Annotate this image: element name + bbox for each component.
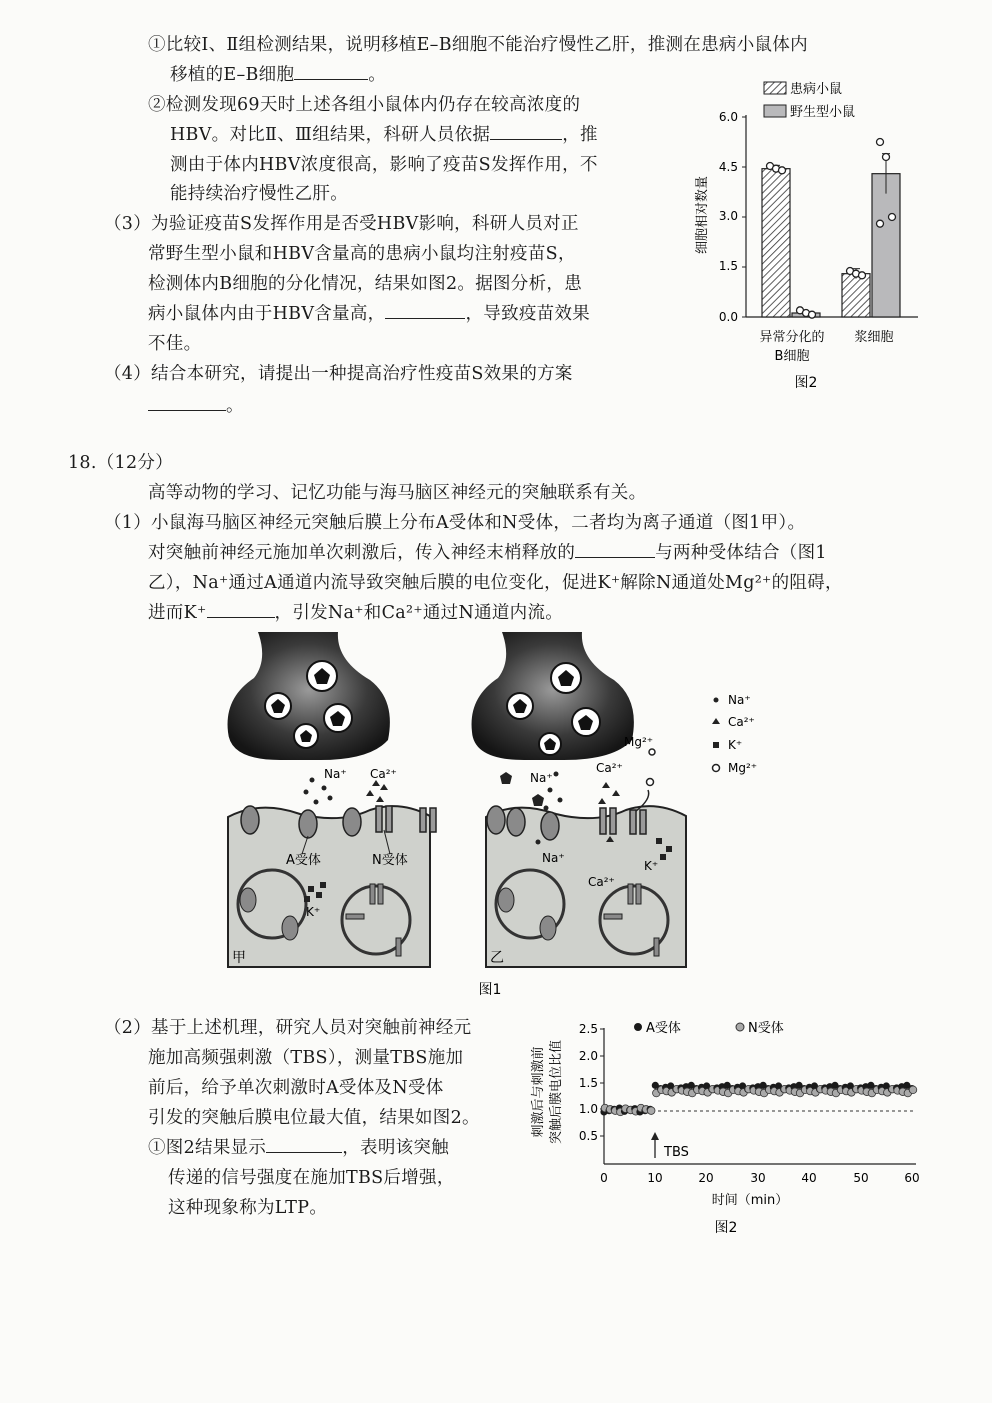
label-n-receptor: N受体: [372, 853, 408, 868]
answer-blank[interactable]: [385, 301, 465, 320]
label-k: K⁺: [306, 905, 321, 919]
label-ca: Ca²⁺: [588, 875, 615, 889]
data-point: [877, 139, 884, 146]
x-category-label-2: 浆细胞: [854, 330, 894, 345]
q18-p2-line7: 这种现象称为LTP。: [168, 1198, 328, 1218]
y-ticks: [719, 110, 746, 324]
y-axis-label-2: 突触后膜电位比值: [549, 1039, 564, 1145]
q18-p1-line1: （1）小鼠海马脑区神经元突触后膜上分布A受体和N受体，二者均为离子通道（图1甲）。: [104, 513, 806, 533]
q17-p2-2-line1: ②检测发现69天时上述各组小鼠体内仍存在较高浓度的: [148, 95, 581, 115]
legend-label-wildtype: 野生型小鼠: [790, 105, 856, 120]
label-na: Na⁺: [324, 767, 347, 781]
q18-p1-line4: 进而K⁺ ，引发Na⁺和Ca²⁺通过N通道内流。: [148, 599, 563, 624]
q17-p3-line4: 病小鼠体内由于HBV含量高， ，导致疫苗效果: [148, 300, 590, 325]
q18-p1-line3: 乙），Na⁺通过A通道内流导致突触后膜的电位变化，促进K⁺解除N通道处Mg²⁺的阻碍，: [148, 573, 843, 593]
x-category-label-1b: B细胞: [774, 349, 810, 364]
label-ca: Ca²⁺: [596, 761, 623, 775]
chart-caption: 图2: [794, 375, 818, 391]
x-tick-label: 50: [853, 1171, 869, 1185]
data-point: [859, 272, 866, 279]
legend-swatch-disease: [764, 82, 786, 94]
legend-a-receptor: A受体: [646, 1021, 681, 1036]
data-point: [809, 311, 816, 318]
x-tick-label: 60: [904, 1171, 920, 1185]
legend-label-disease: 患病小鼠: [790, 82, 843, 97]
legend-k: K⁺: [728, 738, 743, 752]
point-n-receptor: [909, 1086, 917, 1094]
y-tick-label: 1.5: [578, 1076, 598, 1090]
y-tick-label: 0.0: [718, 310, 738, 324]
tbs-annotation: TBS: [664, 1145, 689, 1160]
label-mg: Mg²⁺: [624, 735, 654, 749]
label-na: Na⁺: [542, 851, 565, 865]
legend-swatch-wildtype: [764, 105, 786, 117]
y-ticks: [579, 1022, 604, 1143]
panel-label-yi: 乙: [490, 950, 504, 966]
x-tick-label: 20: [698, 1171, 714, 1185]
bar: [762, 169, 790, 317]
label-na: Na⁺: [530, 771, 553, 785]
q17-p4-line2: 。: [148, 392, 244, 417]
answer-blank[interactable]: [266, 1135, 342, 1154]
x-tick-label: 0: [600, 1171, 608, 1185]
panel-yi: [472, 632, 686, 967]
q18-p2-line6: 传递的信号强度在施加TBS后增强，: [168, 1168, 455, 1188]
answer-blank[interactable]: [148, 393, 226, 412]
q18-p2-line2: 施加高频强刺激（TBS），测量TBS施加: [148, 1048, 464, 1068]
q17-p3-line2: 常野生型小鼠和HBV含量高的患病小鼠均注射疫苗S，: [148, 244, 576, 264]
q18-header: 18.（12分）: [68, 453, 173, 473]
q17-p2-2-line2: HBV。对比Ⅱ、Ⅲ组结果，科研人员依据 ，推: [170, 121, 598, 146]
q17-p2-1-line2: 移植的E–B细胞 。: [170, 61, 386, 86]
data-point: [889, 214, 896, 221]
legend-na: Na⁺: [728, 693, 751, 707]
figure-caption: 图1: [478, 982, 502, 998]
answer-blank[interactable]: [207, 600, 275, 619]
point-n-receptor: [647, 1107, 655, 1115]
y-tick-label: 2.0: [578, 1049, 598, 1063]
x-ticks: [600, 1171, 919, 1185]
x-tick-label: 30: [750, 1171, 766, 1185]
chart-caption: 图2: [714, 1220, 738, 1236]
x-tick-label: 10: [647, 1171, 663, 1185]
y-axis-label-1: 刺激后与刺激前: [531, 1046, 546, 1138]
legend-mg: Mg²⁺: [728, 761, 758, 775]
q17-p4-line1: （4）结合本研究，请提出一种提高治疗性疫苗S效果的方案: [104, 364, 573, 384]
y-tick-label: 1.0: [578, 1102, 598, 1116]
answer-blank[interactable]: [490, 122, 562, 141]
q17-p3-line5: 不佳。: [148, 334, 202, 354]
q17-p2-1-line1: ①比较Ⅰ、Ⅱ组检测结果，说明移植E–B细胞不能治疗慢性乙肝，推测在患病小鼠体内: [148, 35, 808, 55]
legend-ca: Ca²⁺: [728, 715, 755, 729]
answer-blank[interactable]: [575, 540, 655, 559]
bar-chart-b-cells: [682, 75, 922, 395]
data-point: [877, 220, 884, 227]
ltp-chart: [520, 1010, 940, 1250]
panel-jia: [228, 632, 436, 967]
synapse-diagram: [220, 632, 800, 1002]
answer-blank[interactable]: [294, 62, 368, 81]
fig1-legend: [712, 693, 757, 775]
bar: [872, 174, 900, 317]
q17-p2-2-line3: 测由于体内HBV浓度很高，影响了疫苗S发挥作用，不: [170, 155, 598, 175]
label-k: K⁺: [644, 859, 659, 873]
x-axis-label: 时间（min）: [711, 1193, 789, 1208]
q17-p3-line1: （3）为验证疫苗S发挥作用是否受HBV影响，科研人员对正: [104, 214, 579, 234]
data-point: [883, 154, 890, 161]
x-category-label-1a: 异常分化的: [759, 330, 825, 345]
y-tick-label: 6.0: [718, 110, 738, 124]
y-tick-label: 2.5: [578, 1022, 598, 1036]
label-a-receptor: A受体: [286, 853, 321, 868]
legend-n-receptor: N受体: [748, 1021, 784, 1036]
y-tick-label: 4.5: [718, 160, 738, 174]
y-tick-label: 1.5: [718, 259, 738, 273]
q17-p3-line3: 检测体内B细胞的分化情况，结果如图2。据图分析，患: [148, 274, 582, 294]
data-point: [779, 167, 786, 174]
q18-p2-line3: 前后，给予单次刺激时A受体及N受体: [148, 1078, 444, 1098]
label-ca: Ca²⁺: [370, 767, 397, 781]
panel-label-jia: 甲: [232, 950, 246, 966]
q18-intro: 高等动物的学习、记忆功能与海马脑区神经元的突触联系有关。: [148, 483, 647, 503]
q18-p2-line1: （2）基于上述机理，研究人员对突触前神经元: [104, 1018, 472, 1038]
y-tick-label: 0.5: [578, 1129, 598, 1143]
bar: [842, 274, 870, 317]
q18-p2-line5: ①图2结果显示 ，表明该突触: [148, 1134, 449, 1159]
y-tick-label: 3.0: [718, 209, 738, 223]
q18-p1-line2: 对突触前神经元施加单次刺激后，传入神经末梢释放的 与两种受体结合（图1: [148, 539, 827, 564]
y-axis-label: 细胞相对数量: [695, 175, 710, 255]
q18-p2-line4: 引发的突触后膜电位最大值，结果如图2。: [148, 1108, 480, 1128]
q17-p2-2-line4: 能持续治疗慢性乙肝。: [170, 184, 348, 204]
x-tick-label: 40: [801, 1171, 817, 1185]
